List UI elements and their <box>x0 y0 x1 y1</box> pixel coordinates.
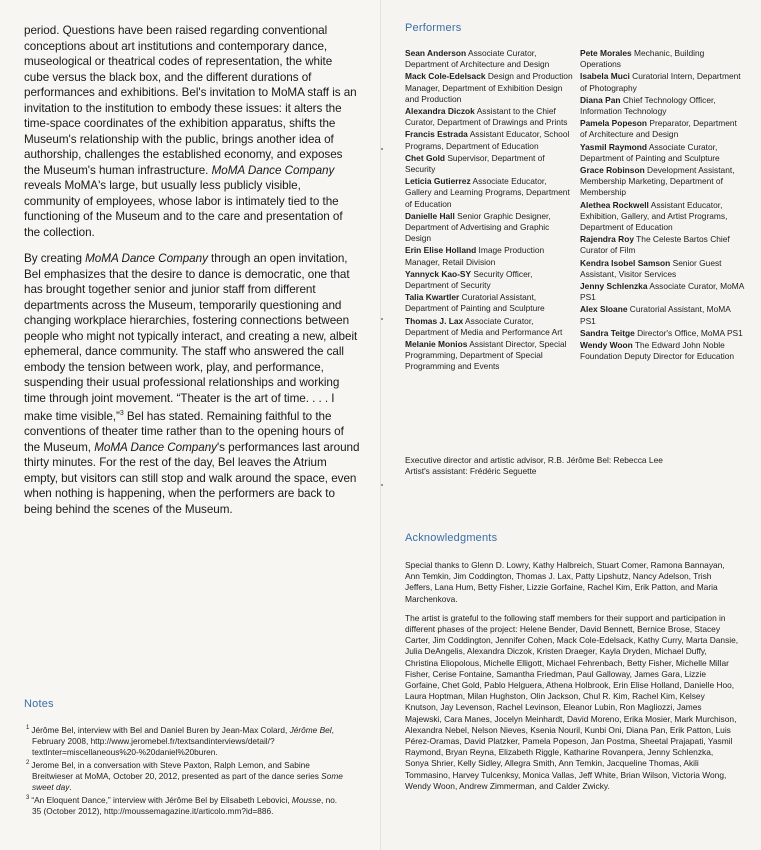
performer-name: Sandra Teitge <box>580 327 635 338</box>
performer-name: Melanie Monios <box>405 339 468 350</box>
performer-role: Curatorial Intern, Department of Photography <box>580 71 741 93</box>
acknowledgments-paragraph-1: Special thanks to Glenn D. Lowry, Kathy Halbreich, Stuart Comer, Ramona Bannayan, Ann Temkin, Jim Coddington, Thomas J. Lax, Patty Lipshutz, Nancy Adelson, Trish Jeffers, Lana Hum, Betty Fisher, Lizzie Gorfaine, Rachel Kim, Erik Patton, and Maria Marchenkova. <box>405 560 725 604</box>
performer-name: Rajendra Roy <box>580 234 634 245</box>
performer-name: Isabela Muci <box>580 71 630 82</box>
body-paragraph-2 <box>24 251 360 517</box>
performer-entry <box>405 292 575 314</box>
performer-entry <box>580 165 746 199</box>
performer-entry <box>405 129 575 151</box>
performer-name: Yannyck Kao-SY <box>405 268 472 279</box>
performer-role: Associate Curator, Department of Architecture and Design <box>405 48 550 70</box>
performer-role: Senior Graphic Designer, Department of Advertising and Graphic Design <box>405 210 551 244</box>
body-paragraph-2-segment: MoMA Dance Company <box>85 252 208 265</box>
performer-role: Development Assistant, Membership Marketing, Department of Membership <box>580 165 735 198</box>
performer-name: Danielle Hall <box>405 210 455 221</box>
performer-role: Curatorial Assistant, Department of Painting and Sculpture <box>405 292 545 314</box>
performer-role: Preparator, Department of Architecture and Design <box>580 118 737 140</box>
performer-entry <box>580 258 746 280</box>
left-page <box>0 0 380 850</box>
body-paragraph-1-segment: reveals MoMA's large, but usually less publicly visible, community of employees, whose labor is intimately tied to the functioning of the Museum and to the care and presentation of the collection. <box>24 179 343 239</box>
performer-name: Grace Robinson <box>580 165 645 176</box>
performer-entry <box>580 328 746 339</box>
note-number: 2 <box>26 760 30 767</box>
performer-role: Assistant to the Chief Curator, Department of Drawings and Prints <box>405 106 568 128</box>
performer-entry <box>580 48 746 70</box>
note-1-segment: Jérôme Bel, interview with Bel and Daniel Buren by Jean-Max Colard, <box>31 725 290 735</box>
performer-name: Leticia Gutierrez <box>405 176 471 187</box>
note-number: 3 <box>26 795 30 802</box>
performer-name: Francis Estrada <box>405 129 468 140</box>
performer-name: Pete Morales <box>580 48 632 58</box>
scan-speck <box>381 148 383 150</box>
performer-entry <box>405 106 575 128</box>
performers-column-2 <box>580 48 746 363</box>
credits-block <box>405 455 745 477</box>
credits-line-1: Executive director and artistic advisor, R.B. Jérôme Bel: Rebecca Lee <box>405 455 663 465</box>
performer-entry <box>405 153 575 175</box>
performer-role: The Edward John Noble Foundation Deputy Director for Education <box>580 340 735 362</box>
note-item <box>24 795 344 817</box>
note-3-segment: , no. 35 (October 2012), http://moussemagazine.it/articolo.mm?id=886. <box>32 795 338 816</box>
acknowledgments-paragraph-2: The artist is grateful to the following staff members for their support and participation in different phases of the project: Helene Bender, David Bennett, Bernice Brose, Stacey Carter, Jim Coddington, Jennifer Cohen, Mack Cole-Edelsack, Kathy Curry, Marta Dansie, Julia DeAngelis, Alexandra Diczok, Kristen Draeger, Kayla Dryden, Michael Duffy, Christina Eliopolous, Michelle Elligott, Michael Fehrenbach, Betty Fisher, Michelle Millar Fisher, Cerise Fontaine, Samantha Friedman, Paul Galloway, James Gara, Lizzie Gorfaine, Chet Gold, Pablo Helguera, Athena Holbrook, Erin Elise Holland, Danielle Hoo, Laura Hoptman, Milan Hughston, Olin Jackson, Chul R. Kim, Rachel Kim, Kelsey Knutson, Jay Levenson, Rachel Levinson, Eleanor Lubin, Ron Magliozzi, James Majewski, Cara Manes, Jocelyn Meinhardt, David Moreno, Erika Mosier, Mark Murchison, Alexandra Nebel, Nelson Nieves, Ksenia Nouril, Kunbi Oni, Diana Pan, Erik Patton, Luis Pérez-Oramas, David Platzker, Pamela Popeson, Jan Postma, Sheetal Prajapati, Yasmil Raymond, Bryan Reyna, Elizabeth Riggle, Katharine Rovanpera, Jenny Schlenzka, Sonya Shrier, Kelly Sidley, Allegra Smith, Ann Temkin, Jacqueline Thomas, Akili Tommasino, Harvey Tulcenksy, Monica Vallas, Jeff White, Brian Wilson, Victoria Wong, Wendy Woon, Andrew Zimmerman, and Calder Zwicky. <box>405 612 739 791</box>
performer-entry <box>580 304 746 326</box>
performer-entry <box>580 118 746 140</box>
performer-role: Chief Technology Officer, Information Technology <box>580 94 716 117</box>
performer-name: Pamela Popeson <box>580 118 648 129</box>
performer-name: Yasmil Raymond <box>580 141 648 152</box>
performer-name: Sean Anderson <box>405 48 467 58</box>
performer-name: Alexandra Diczok <box>405 106 475 117</box>
performer-name: Wendy Woon <box>580 340 633 351</box>
performer-role: Security Officer, Department of Security <box>405 268 533 291</box>
body-paragraph-2-segment: 3 <box>119 410 124 417</box>
performer-entry <box>405 176 575 210</box>
performer-entry <box>580 281 746 303</box>
performer-role: Associate Curator, Department of Painting and Sculpture <box>580 141 720 163</box>
acknowledgments-text <box>405 560 739 800</box>
performer-name: Chet Gold <box>405 152 446 163</box>
performer-name: Erin Elise Holland <box>405 245 477 256</box>
body-paragraph-2-segment: Bel has stated. Remaining faithful to the conventions of theater time rather than to the opening hours of the Museum, <box>24 409 344 454</box>
performer-role: The Celeste Bartos Chief Curator of Film <box>580 234 730 256</box>
performer-entry <box>580 71 746 93</box>
note-item <box>24 760 344 793</box>
performers-column-1 <box>405 48 575 374</box>
performer-entry <box>405 269 575 291</box>
performer-name: Kendra Isobel Samson <box>580 257 671 268</box>
note-number: 1 <box>26 725 30 732</box>
performer-role: Director's Office, MoMA PS1 <box>634 327 743 338</box>
performer-entry <box>580 142 746 164</box>
note-3-segment: “An Eloquent Dance,” interview with Jérôme Bel by Elisabeth Lebovici, <box>31 795 292 805</box>
performer-name: Thomas J. Lax <box>405 315 464 326</box>
performer-role: Supervisor, Department of Security <box>405 152 545 175</box>
performer-entry <box>405 211 575 245</box>
note-item <box>24 725 344 758</box>
performer-role: Curatorial Assistant, MoMA PS1 <box>580 304 731 326</box>
performers-heading: Performers <box>405 22 462 34</box>
performer-entry <box>405 245 575 267</box>
note-1-segment: , February 2008, http://www.jeromebel.fr/textsandinterviews/detail/?textInter=miscellaneous%20-%20daniel%20buren. <box>32 725 334 757</box>
notes-heading: Notes <box>24 698 54 710</box>
performer-role: Design and Production Manager, Department of Exhibition Design and Production <box>405 71 573 104</box>
body-paragraph-2-segment: By creating <box>24 252 86 265</box>
performer-entry <box>405 48 575 70</box>
performer-role: Associate Curator, MoMA PS1 <box>580 281 744 303</box>
performer-entry <box>580 340 746 362</box>
performer-entry <box>405 316 575 338</box>
main-body-text <box>24 23 360 528</box>
performer-entry <box>580 95 746 117</box>
note-1-segment: Jérôme Bel <box>289 725 332 735</box>
body-paragraph-2-segment: MoMA Dance Company <box>94 440 217 454</box>
performer-role: Associate Educator, Gallery and Learning Programs, Department of Education <box>405 176 570 209</box>
performer-entry <box>580 200 746 234</box>
performer-role: Assistant Educator, School Programs, Department of Education <box>405 129 570 151</box>
performer-role: Mechanic, Building Operations <box>580 48 705 70</box>
performer-entry <box>405 339 575 373</box>
acknowledgments-heading: Acknowledgments <box>405 532 498 544</box>
performer-name: Mack Cole-Edelsack <box>405 71 486 82</box>
performer-name: Alethea Rockwell <box>580 199 649 210</box>
performer-name: Alex Sloane <box>580 304 628 315</box>
notes-list <box>24 725 344 819</box>
body-paragraph-1-segment: MoMA Dance Company <box>211 163 335 177</box>
note-2-segment: . <box>69 782 72 792</box>
performer-role: Image Production Manager, Retail Division <box>405 245 545 267</box>
performer-entry <box>580 234 746 256</box>
scan-speck <box>381 318 383 320</box>
performer-entry <box>405 71 575 105</box>
performer-role: Associate Curator, Department of Media and Performance Art <box>405 315 563 337</box>
performer-name: Jenny Schlenzka <box>580 281 648 292</box>
note-3-segment: Mousse <box>291 795 321 805</box>
body-paragraph-2-segment: 's performances last around thirty minutes. For the rest of the day, Bel leaves the Atrium empty, but visitors can still stop and walk around the space, even when nothing is happening, when the performers are back to being behind the scenes of the Museum. <box>24 440 360 516</box>
scan-speck <box>381 484 383 486</box>
performer-role: Assistant Director, Special Programming, Department of Special Programming and Events <box>405 339 567 372</box>
note-2-segment: Some sweet day <box>32 771 343 792</box>
performer-role: Senior Guest Assistant, Visitor Services <box>580 257 722 279</box>
body-paragraph-1-segment: period. Questions have been raised regarding conventional conceptions about art institutions and contemporary dance, museological or theatrical codes of representation, the white cube versus the black box, and the different durations of performances and exhibitions. Bel's invitation to MoMA staff is an invitation to the institution to embody these issues: it alters the time-space coordinates of the exhibition apparatus, shifts the Museum's relationship with the public, brings another idea of authorship, challenges the established economy, and exposes the Museum's human infrastructure. <box>24 24 357 177</box>
body-paragraph-2-segment: through an open invitation, Bel emphasizes that the desire to dance is democratic, one that has brought together senior and junior staff from different departments across the Museum, temporarily questioning and changing workplace hierarchies, fostering connections between people who might not typically interact, and creating a new, albeit ephemeral, dance community. The staff who answered the call embody the tension between work, play, and performance, suspending their usual professional relationships and working time through joint movement. “Theater is the art of time. . . . I make time visible,” <box>24 252 358 423</box>
credits-line-2: Artist's assistant: Frédéric Seguette <box>405 466 537 477</box>
performer-role: Assistant Educator, Exhibition, Gallery, and Artist Programs, Department of Education <box>580 199 728 233</box>
note-2-segment: Jerome Bel, in a conversation with Steve Paxton, Ralph Lemon, and Sabine Breitwieser at MoMA, October 20, 2012, presented as part of the dance series <box>31 760 322 781</box>
performer-name: Diana Pan <box>580 94 621 105</box>
performer-name: Talia Kwartler <box>405 292 460 303</box>
body-paragraph-1 <box>24 23 360 240</box>
